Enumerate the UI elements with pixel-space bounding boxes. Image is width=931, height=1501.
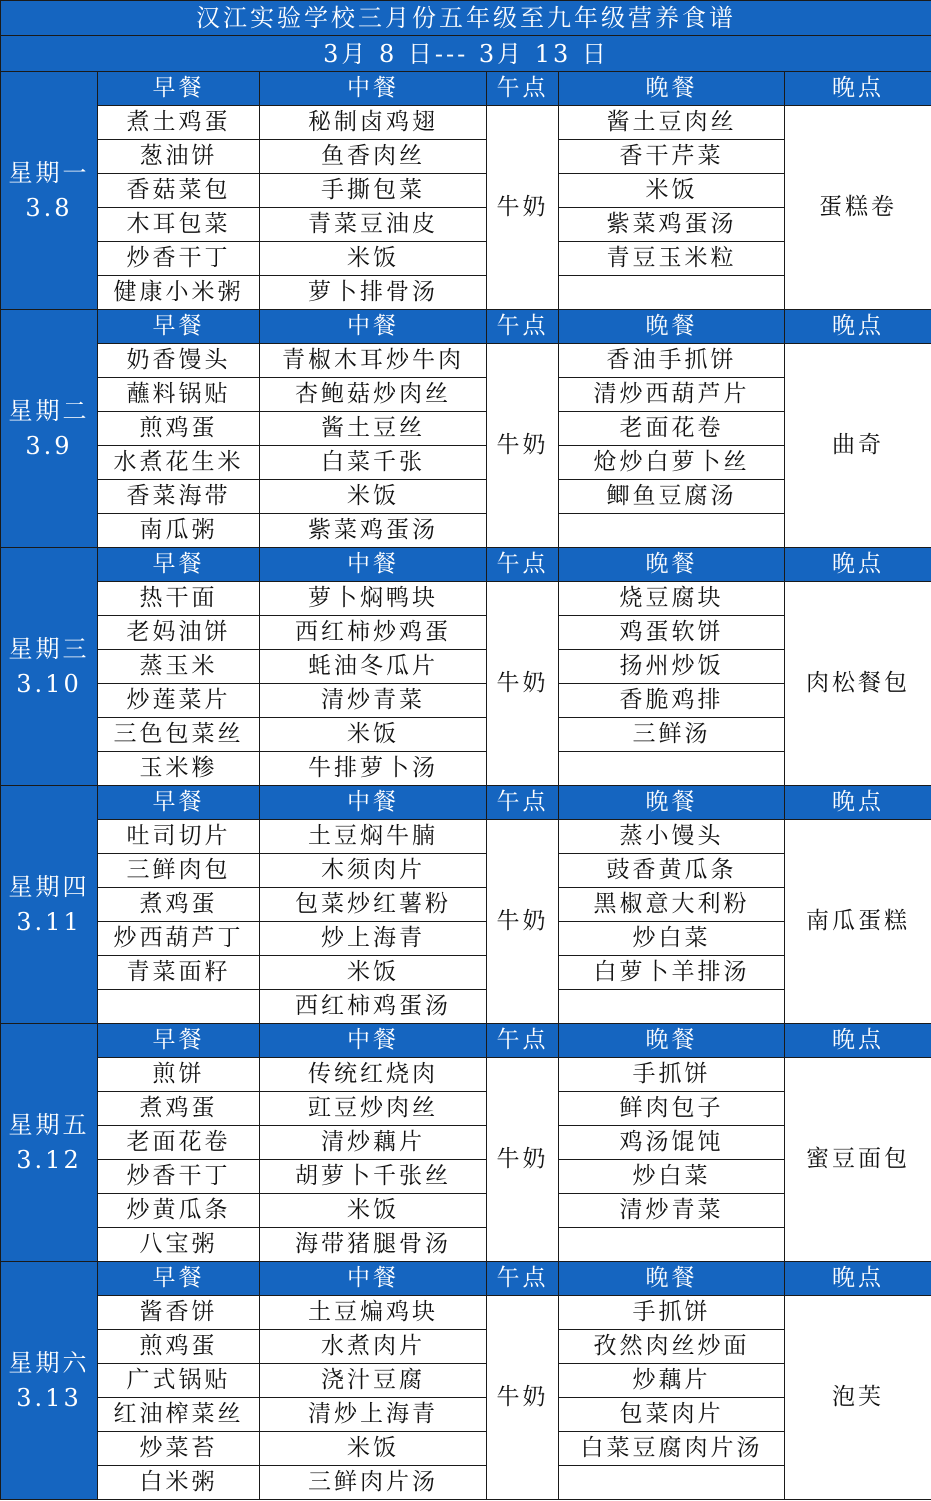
breakfast-item: 葱油饼 [98, 140, 260, 174]
column-header-snack: 午点 [487, 1024, 559, 1058]
breakfast-item: 八宝粥 [98, 1228, 260, 1262]
breakfast-item: 炒香干丁 [98, 1160, 260, 1194]
column-header-snack: 午点 [487, 310, 559, 344]
lunch-item: 米饭 [260, 956, 487, 990]
breakfast-item: 炒莲菜片 [98, 684, 260, 718]
lunch-item: 豇豆炒肉丝 [260, 1092, 487, 1126]
column-header-lunch: 中餐 [260, 310, 487, 344]
lunch-item: 土豆焖牛腩 [260, 820, 487, 854]
lunch-item: 萝卜排骨汤 [260, 276, 487, 310]
column-header-lunch: 中餐 [260, 72, 487, 106]
column-header-lunch: 中餐 [260, 786, 487, 820]
page-title: 汉江实验学校三月份五年级至九年级营养食谱 [1, 1, 931, 36]
lunch-item: 青椒木耳炒牛肉 [260, 344, 487, 378]
weekday-label: 星期四 [8, 872, 90, 901]
dinner-item: 酱土豆肉丝 [559, 106, 785, 140]
dinner-item: 蒸小馒头 [559, 820, 785, 854]
lunch-item: 鱼香肉丝 [260, 140, 487, 174]
lunch-item: 杏鲍菇炒肉丝 [260, 378, 487, 412]
snack-item: 牛奶 [487, 344, 559, 548]
breakfast-item: 健康小米粥 [98, 276, 260, 310]
menu-row [1, 582, 931, 616]
night-snack-item: 泡芙 [785, 1296, 931, 1500]
day-label [1, 786, 98, 1024]
breakfast-item: 煎饼 [98, 1058, 260, 1092]
breakfast-item: 红油榨菜丝 [98, 1398, 260, 1432]
day-label [1, 310, 98, 548]
breakfast-item: 青菜面籽 [98, 956, 260, 990]
dinner-item [559, 990, 785, 1024]
lunch-item: 西红柿鸡蛋汤 [260, 990, 487, 1024]
column-header-snack: 午点 [487, 72, 559, 106]
night-snack-item: 蜜豆面包 [785, 1058, 931, 1262]
weekday-label: 星期五 [8, 1110, 90, 1139]
day-header-row [1, 786, 931, 820]
dinner-item: 孜然肉丝炒面 [559, 1330, 785, 1364]
column-header-snack: 午点 [487, 786, 559, 820]
snack-item: 牛奶 [487, 1058, 559, 1262]
weekday-label: 星期二 [8, 396, 90, 425]
breakfast-item: 老面花卷 [98, 1126, 260, 1160]
menu-row [1, 106, 931, 140]
menu-row [1, 344, 931, 378]
day-header-row [1, 1024, 931, 1058]
title-row [1, 1, 931, 36]
menu-body [1, 1, 931, 1500]
column-header-lunch: 中餐 [260, 1262, 487, 1296]
column-header-night: 晚点 [785, 72, 931, 106]
column-header-breakfast: 早餐 [98, 548, 260, 582]
lunch-item: 木须肉片 [260, 854, 487, 888]
lunch-item: 米饭 [260, 1194, 487, 1228]
dinner-item [559, 1466, 785, 1500]
dinner-item: 香脆鸡排 [559, 684, 785, 718]
lunch-item: 米饭 [260, 1432, 487, 1466]
breakfast-item: 广式锅贴 [98, 1364, 260, 1398]
date-label: 3.13 [16, 1383, 82, 1412]
lunch-item: 牛排萝卜汤 [260, 752, 487, 786]
menu-row [1, 1296, 931, 1330]
lunch-item: 蚝油冬瓜片 [260, 650, 487, 684]
breakfast-item: 水煮花生米 [98, 446, 260, 480]
dinner-item [559, 752, 785, 786]
day-header-row [1, 548, 931, 582]
date-label: 3.10 [16, 669, 82, 698]
dinner-item: 清炒青菜 [559, 1194, 785, 1228]
lunch-item: 清炒藕片 [260, 1126, 487, 1160]
dinner-item: 炒白菜 [559, 922, 785, 956]
dinner-item [559, 276, 785, 310]
day-header-row [1, 310, 931, 344]
breakfast-item: 吐司切片 [98, 820, 260, 854]
column-header-night: 晚点 [785, 310, 931, 344]
column-header-lunch: 中餐 [260, 1024, 487, 1058]
lunch-item: 清炒青菜 [260, 684, 487, 718]
lunch-item: 浇汁豆腐 [260, 1364, 487, 1398]
breakfast-item: 玉米糁 [98, 752, 260, 786]
column-header-lunch: 中餐 [260, 548, 487, 582]
lunch-item: 米饭 [260, 242, 487, 276]
breakfast-item: 三色包菜丝 [98, 718, 260, 752]
lunch-item: 青菜豆油皮 [260, 208, 487, 242]
lunch-item: 米饭 [260, 718, 487, 752]
breakfast-item: 木耳包菜 [98, 208, 260, 242]
weekday-label: 星期三 [8, 634, 90, 663]
column-header-breakfast: 早餐 [98, 1024, 260, 1058]
snack-item: 牛奶 [487, 1296, 559, 1500]
lunch-item: 酱土豆丝 [260, 412, 487, 446]
dinner-item: 炝炒白萝卜丝 [559, 446, 785, 480]
snack-item: 牛奶 [487, 582, 559, 786]
column-header-breakfast: 早餐 [98, 72, 260, 106]
lunch-item: 胡萝卜千张丝 [260, 1160, 487, 1194]
dinner-item: 包菜肉片 [559, 1398, 785, 1432]
day-label [1, 548, 98, 786]
breakfast-item: 蘸料锅贴 [98, 378, 260, 412]
day-header-row [1, 72, 931, 106]
lunch-item: 紫菜鸡蛋汤 [260, 514, 487, 548]
lunch-item: 白菜千张 [260, 446, 487, 480]
lunch-item: 萝卜焖鸭块 [260, 582, 487, 616]
dinner-item: 手抓饼 [559, 1296, 785, 1330]
breakfast-item: 炒菜苔 [98, 1432, 260, 1466]
breakfast-item: 香菇菜包 [98, 174, 260, 208]
breakfast-item: 煮鸡蛋 [98, 1092, 260, 1126]
breakfast-item: 蒸玉米 [98, 650, 260, 684]
lunch-item: 包菜炒红薯粉 [260, 888, 487, 922]
day-header-row [1, 1262, 931, 1296]
dinner-item: 香干芹菜 [559, 140, 785, 174]
dinner-item: 手抓饼 [559, 1058, 785, 1092]
menu-row [1, 820, 931, 854]
dinner-item: 黑椒意大利粉 [559, 888, 785, 922]
column-header-night: 晚点 [785, 1262, 931, 1296]
column-header-snack: 午点 [487, 1262, 559, 1296]
date-label: 3.11 [16, 907, 82, 936]
breakfast-item: 热干面 [98, 582, 260, 616]
dinner-item: 白菜豆腐肉片汤 [559, 1432, 785, 1466]
snack-item: 牛奶 [487, 820, 559, 1024]
dinner-item: 扬州炒饭 [559, 650, 785, 684]
dinner-item: 香油手抓饼 [559, 344, 785, 378]
column-header-night: 晚点 [785, 786, 931, 820]
lunch-item: 海带猪腿骨汤 [260, 1228, 487, 1262]
breakfast-item: 香菜海带 [98, 480, 260, 514]
lunch-item: 清炒上海青 [260, 1398, 487, 1432]
menu-row [1, 1058, 931, 1092]
dinner-item: 鸡蛋软饼 [559, 616, 785, 650]
dinner-item: 豉香黄瓜条 [559, 854, 785, 888]
lunch-item: 秘制卤鸡翅 [260, 106, 487, 140]
dinner-item: 米饭 [559, 174, 785, 208]
date-label: 3.12 [16, 1145, 82, 1174]
breakfast-item: 老妈油饼 [98, 616, 260, 650]
column-header-breakfast: 早餐 [98, 310, 260, 344]
weekday-label: 星期一 [8, 158, 90, 187]
dinner-item: 紫菜鸡蛋汤 [559, 208, 785, 242]
dinner-item [559, 1228, 785, 1262]
breakfast-item: 煮鸡蛋 [98, 888, 260, 922]
date-range: 3月 8 日--- 3月 13 日 [1, 36, 931, 72]
dinner-item: 炒白菜 [559, 1160, 785, 1194]
night-snack-item: 南瓜蛋糕 [785, 820, 931, 1024]
dinner-item: 三鲜汤 [559, 718, 785, 752]
lunch-item: 水煮肉片 [260, 1330, 487, 1364]
lunch-item: 手撕包菜 [260, 174, 487, 208]
column-header-breakfast: 早餐 [98, 1262, 260, 1296]
breakfast-item: 三鲜肉包 [98, 854, 260, 888]
breakfast-item: 炒黄瓜条 [98, 1194, 260, 1228]
column-header-dinner: 晚餐 [559, 548, 785, 582]
day-label [1, 1262, 98, 1500]
breakfast-item: 炒西葫芦丁 [98, 922, 260, 956]
dinner-item: 清炒西葫芦片 [559, 378, 785, 412]
breakfast-item: 白米粥 [98, 1466, 260, 1500]
breakfast-item: 煮土鸡蛋 [98, 106, 260, 140]
night-snack-item: 肉松餐包 [785, 582, 931, 786]
breakfast-item: 南瓜粥 [98, 514, 260, 548]
day-label [1, 1024, 98, 1262]
breakfast-item [98, 990, 260, 1024]
dinner-item: 老面花卷 [559, 412, 785, 446]
column-header-dinner: 晚餐 [559, 786, 785, 820]
breakfast-item: 炒香干丁 [98, 242, 260, 276]
column-header-dinner: 晚餐 [559, 1024, 785, 1058]
column-header-breakfast: 早餐 [98, 786, 260, 820]
lunch-item: 土豆煸鸡块 [260, 1296, 487, 1330]
dinner-item: 鲫鱼豆腐汤 [559, 480, 785, 514]
column-header-dinner: 晚餐 [559, 1262, 785, 1296]
breakfast-item: 煎鸡蛋 [98, 1330, 260, 1364]
column-header-dinner: 晚餐 [559, 72, 785, 106]
dinner-item: 烧豆腐块 [559, 582, 785, 616]
breakfast-item: 煎鸡蛋 [98, 412, 260, 446]
day-label [1, 72, 98, 310]
lunch-item: 炒上海青 [260, 922, 487, 956]
night-snack-item: 蛋糕卷 [785, 106, 931, 310]
dinner-item: 白萝卜羊排汤 [559, 956, 785, 990]
night-snack-item: 曲奇 [785, 344, 931, 548]
lunch-item: 三鲜肉片汤 [260, 1466, 487, 1500]
dinner-item: 鸡汤馄饨 [559, 1126, 785, 1160]
column-header-snack: 午点 [487, 548, 559, 582]
breakfast-item: 酱香饼 [98, 1296, 260, 1330]
column-header-night: 晚点 [785, 1024, 931, 1058]
dinner-item: 鲜肉包子 [559, 1092, 785, 1126]
lunch-item: 米饭 [260, 480, 487, 514]
date-row [1, 36, 931, 72]
weekday-label: 星期六 [8, 1348, 90, 1377]
lunch-item: 西红柿炒鸡蛋 [260, 616, 487, 650]
column-header-dinner: 晚餐 [559, 310, 785, 344]
breakfast-item: 奶香馒头 [98, 344, 260, 378]
dinner-item [559, 514, 785, 548]
date-label: 3.8 [25, 193, 73, 222]
column-header-night: 晚点 [785, 548, 931, 582]
date-label: 3.9 [25, 431, 73, 460]
snack-item: 牛奶 [487, 106, 559, 310]
lunch-item: 传统红烧肉 [260, 1058, 487, 1092]
dinner-item: 炒藕片 [559, 1364, 785, 1398]
dinner-item: 青豆玉米粒 [559, 242, 785, 276]
